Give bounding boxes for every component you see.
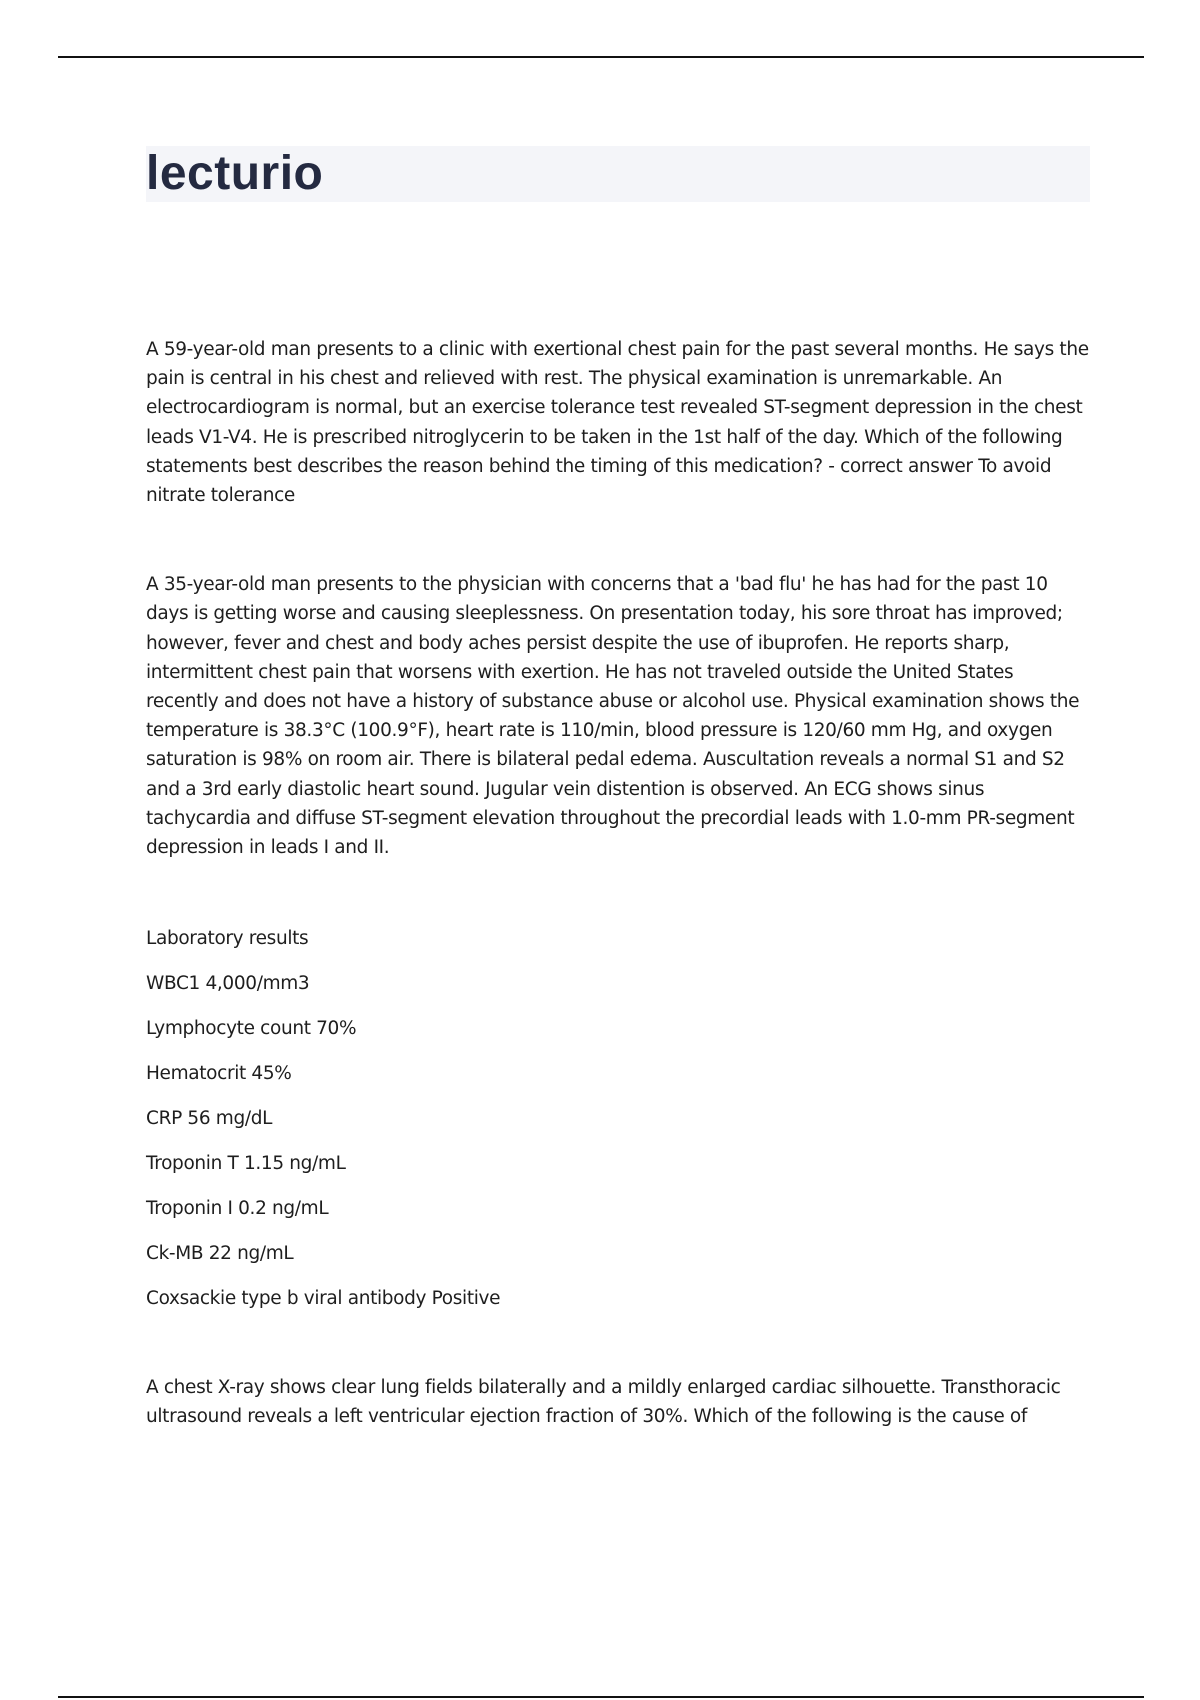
lab-result-item: Hematocrit 45% xyxy=(146,1063,292,1085)
lab-results-list xyxy=(146,924,1090,1313)
lecturio-logo: lecturio xyxy=(146,147,324,200)
lab-result-item: Troponin I 0.2 ng/mL xyxy=(146,1198,329,1220)
lab-result-item: Lymphocyte count 70% xyxy=(146,1018,357,1040)
top-divider xyxy=(58,56,1144,58)
question-2-text: A 35-year-old man presents to the physician with concerns that a 'bad flu' he has had for the past 10 days is getting worse and causing sleeplessness. On presentation today, his sore throat has improved; however, fever and chest and body aches persist despite the use of ibuprofen. He reports sharp, intermittent chest pain that worsens with exertion. He has not traveled outside the United States recently and does not have a history of substance abuse or alcohol use. Physical examination shows the temperature is 38.3°C (100.9°F), heart rate is 110/min, blood pressure is 120/60 mm Hg, and oxygen saturation is 98% on room air. There is bilateral pedal edema. Auscultation reveals a normal S1 and S2 and a 3rd early diastolic heart sound. Jugular vein distention is observed. An ECG shows sinus tachycardia and diffuse ST-segment elevation throughout the precordial leads with 1.0-mm PR-segment depression in leads I and II. xyxy=(146,574,1080,859)
lab-result-item: WBC1 4,000/mm3 xyxy=(146,973,310,995)
lab-result-item: Ck-MB 22 ng/mL xyxy=(146,1243,294,1265)
question-1-text: A 59-year-old man presents to a clinic with exertional chest pain for the past several months. He says the pain is central in his chest and relieved with rest. The physical examination is unremarkable. An electrocardiogram is normal, but an exercise tolerance test revealed ST-segment depression in the chest leads V1-V4. He is prescribed nitroglycerin to be taken in the 1st half of the day. Which of the following statements best describes the reason behind the timing of this medication? - correct answer To avoid nitrate tolerance xyxy=(146,339,1089,507)
bottom-divider xyxy=(58,1696,1144,1698)
lab-result-item: Coxsackie type b viral antibody Positive xyxy=(146,1288,501,1310)
header-band xyxy=(146,146,1090,202)
lab-result-item: CRP 56 mg/dL xyxy=(146,1108,273,1130)
lab-result-item: Troponin T 1.15 ng/mL xyxy=(146,1153,346,1175)
lab-results-title: Laboratory results xyxy=(146,928,309,950)
continuation-text: A chest X-ray shows clear lung fields bilaterally and a mildly enlarged cardiac silhouette. Transthoracic ultrasound reveals a left ventricular ejection fraction of 30%. Which of the following is the cause of xyxy=(146,1377,1061,1428)
lab-results-section xyxy=(146,924,1090,1313)
document-body xyxy=(146,335,1090,1432)
